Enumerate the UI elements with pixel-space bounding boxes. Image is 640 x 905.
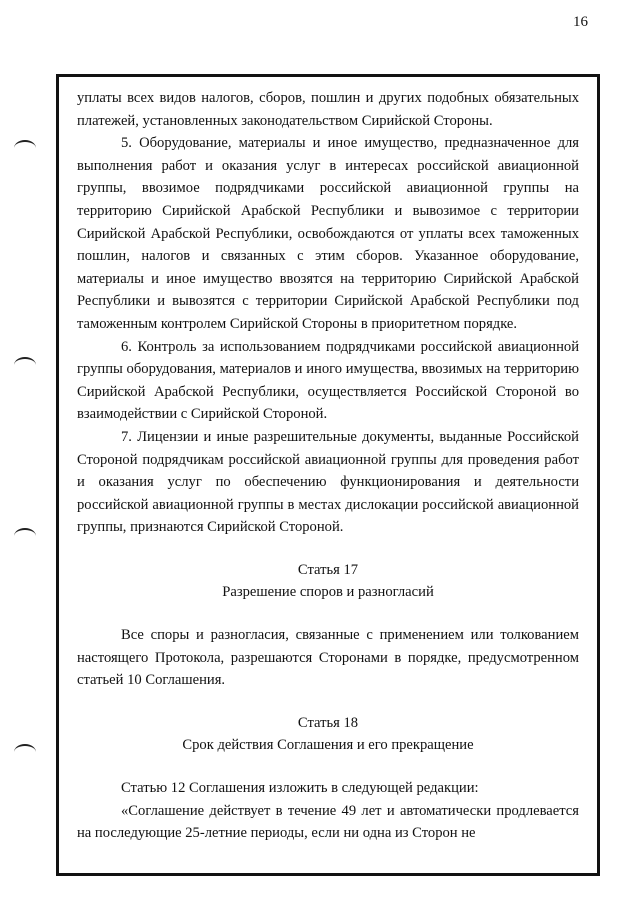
spacer	[77, 692, 579, 712]
document-frame	[56, 74, 600, 876]
binding-hole-mark	[14, 528, 36, 544]
article-17-number: Статья 17	[297, 561, 359, 578]
article-17-text: Все споры и разногласия, связанные с применением или толкованием настоящего Протокола, разрешаются Сторонами в порядке, предусмотренном статьей 10 Соглашения.	[77, 627, 579, 689]
spacer	[77, 604, 579, 624]
document-body	[77, 87, 579, 845]
binding-hole-mark	[14, 140, 36, 156]
article-18-number: Статья 18	[297, 714, 359, 731]
paragraph-7: 7. Лицензии и иные разрешительные документы, выданные Российской Стороной подрядчикам российской авиационной группы для проведения работ и оказания услуг по обеспечению функционирования и деятельности российской авиационной группы в местах дислокации российской авиационной группы, признаются Сирийской Стороной.	[77, 428, 579, 536]
article-18-quote: «Соглашение действует в течение 49 лет и автоматически продлевается на последующие 25-летние периоды, если ни одна из Сторон не	[77, 802, 579, 842]
article-17-title: Разрешение споров и разногласий	[222, 584, 434, 601]
paragraph-6: 6. Контроль за использованием подрядчиками российской авиационной группы оборудования, материалов и иного имущества, ввозимых на территорию Сирийской Арабской Республики, осуществляется Российской Стороной во взаимодействии с Сирийской Стороной.	[77, 338, 579, 423]
paragraph-continued: уплаты всех видов налогов, сборов, пошлин и других подобных обязательных платежей, установленных законодательством Сирийской Стороны.	[77, 90, 579, 129]
spacer	[77, 539, 579, 559]
binding-hole-mark	[14, 357, 36, 373]
article-18-intro: Статью 12 Соглашения изложить в следующей редакции:	[121, 780, 479, 797]
paragraph-5: 5. Оборудование, материалы и иное имущество, предназначенное для выполнения работ и оказания услуг в интересах российской авиационной группы, ввозимое подрядчиками российской авиационной группы на территорию Сирийской Арабской Республики и вывозимое с территории Сирийской Арабской Республики, освобождаются от уплаты всех таможенных пошлин, налогов и связанных с этим сборов. Указанное оборудование, материалы и иное имущество ввозятся на территорию Сирийской Арабской Республики и вывозятся с территории Сирийской Арабской Республики под таможенным контролем Сирийской Стороны в приоритетном порядке.	[77, 135, 579, 332]
page-number: 16	[573, 14, 588, 30]
binding-hole-mark	[14, 744, 36, 760]
spacer	[77, 757, 579, 777]
article-18-title: Срок действия Соглашения и его прекращение	[182, 737, 474, 754]
